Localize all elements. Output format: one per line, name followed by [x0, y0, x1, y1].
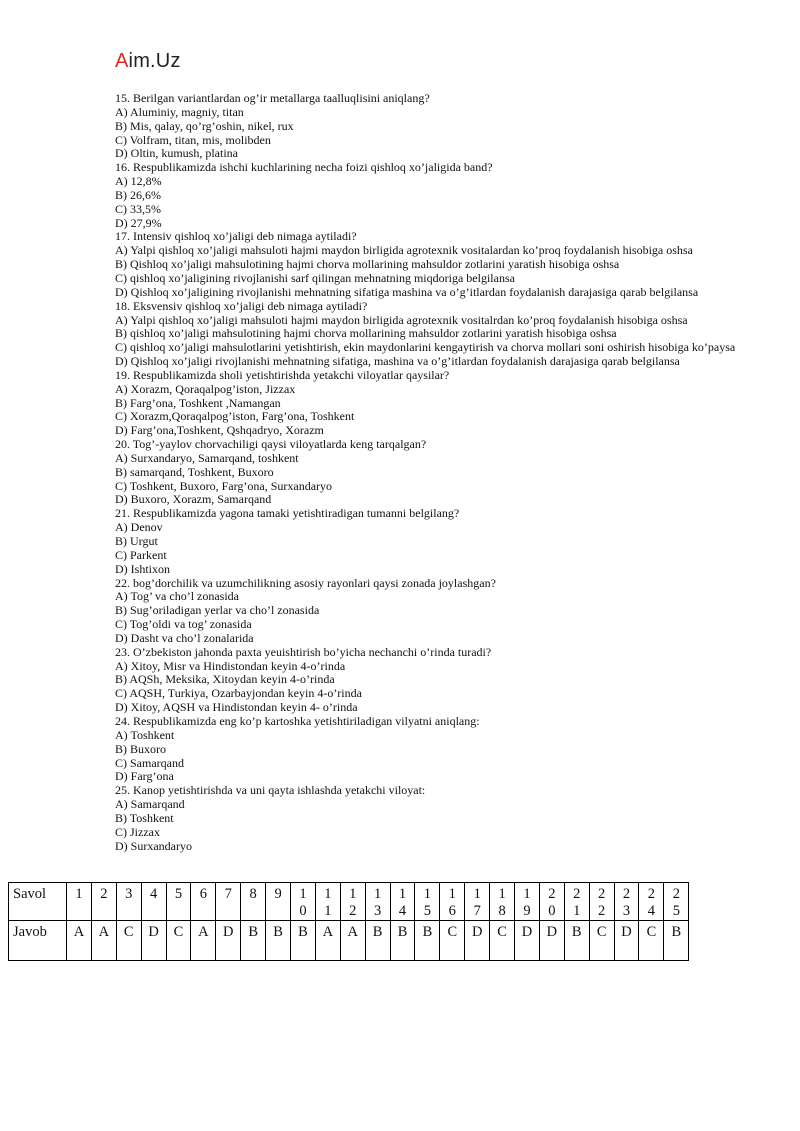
answer-option: B) 26,6%: [115, 187, 161, 202]
answer-option: C) Tog’oldi va tog’ zonasida: [115, 617, 252, 632]
answer-option: D) Xitoy, AQSH va Hindistondan keyin 4- o’rinda: [115, 700, 358, 715]
question-text: 18. Eksvensiv qishloq xo’jaligi deb nimaga aytiladi?: [115, 298, 368, 313]
answer-option: A) Denov: [115, 520, 163, 535]
row-label-javob: [9, 921, 67, 961]
answer-option: D) 27,9%: [115, 215, 162, 230]
answer-option: C) qishloq xo’jaligining rivojlanishi sarf qilingan mehnatning miqdoriga belgilansa: [115, 270, 515, 285]
answer-option: A) Surxandaryo, Samarqand, toshkent: [115, 450, 299, 465]
answer-option: D) Qishloq xo’jaligining rivojlanishi mehnatning sifatiga mashina va o’g’itlardan foydalanish darajasiga qarab belgilansa: [115, 284, 699, 299]
question-number-cell: 7: [216, 883, 241, 921]
answer-cell: A: [67, 921, 92, 961]
answer-option: A) Toshkent: [115, 727, 175, 742]
question-number-cell: 5: [166, 883, 191, 921]
answer-option: D) Dasht va cho’l zonalarida: [115, 630, 254, 645]
answer-option: A) Tog’ va cho’l zonasida: [115, 589, 240, 604]
question-number-cell: 4: [141, 883, 166, 921]
answer-cell: A: [340, 921, 365, 961]
question-number-cell: 1 2: [340, 883, 365, 921]
row-label-savol: Savol: [9, 883, 67, 921]
answer-cell: B: [564, 921, 589, 961]
answer-cell: B: [365, 921, 390, 961]
answer-option: A) Yalpi qishloq xo’jaligi mahsuloti hajmi maydon birligida agrotexnik vositalrdan ko’proq foydalanish hisobiga oshsa: [115, 312, 688, 327]
answer-option: C) Samarqand: [115, 755, 184, 770]
answer-cell: A: [91, 921, 116, 961]
answer-option: A) Yalpi qishloq xo’jaligi mahsuloti hajmi maydon birligida agrotexnik vositalardan ko’proq foydalanish hisobiga oshsa: [115, 243, 693, 258]
question-text: 16. Respublikamizda ishchi kuchlarining necha foizi qishloq xo’jaligida band?: [115, 160, 493, 175]
logo-text: im.Uz: [128, 50, 181, 72]
question-number-cell: 2 4: [639, 883, 664, 921]
answer-cell: D: [216, 921, 241, 961]
answer-cell: C: [490, 921, 515, 961]
question-list: [115, 92, 785, 853]
answer-option: B) Buxoro: [115, 741, 166, 756]
answer-option: B) Mis, qalay, qo’rg’oshin, nikel, rux: [115, 118, 294, 133]
answer-option: D) Surxandaryo: [115, 838, 192, 853]
answer-option: D) Buxoro, Xorazm, Samarqand: [115, 492, 272, 507]
question-number-cell: 1 9: [515, 883, 540, 921]
question-text: 21. Respublikamizda yagona tamaki yetishtiradigan tumanni belgilang?: [115, 506, 460, 521]
question-text: 15. Berilgan variantlardan og’ir metallarga taalluqlisini aniqlang?: [115, 91, 430, 105]
question-number-cell: 2: [91, 883, 116, 921]
logo-accent-letter: A: [115, 50, 129, 72]
answer-option: D) Ishtixon: [115, 561, 170, 576]
question-number-cell: 3: [116, 883, 141, 921]
question-number-cell: 9: [266, 883, 291, 921]
answer-cell: B: [241, 921, 266, 961]
answer-cell: C: [166, 921, 191, 961]
answer-option: B) Farg’ona, Toshkent ,Namangan: [115, 395, 281, 410]
answer-cell: B: [291, 921, 316, 961]
answer-cell: C: [440, 921, 465, 961]
answer-option: B) samarqand, Toshkent, Buxoro: [115, 464, 274, 479]
question-number-cell: 2 1: [564, 883, 589, 921]
answer-cell: C: [589, 921, 614, 961]
answer-option: B) Toshkent: [115, 810, 174, 825]
answer-option: D) Oltin, kumush, platina: [115, 146, 238, 161]
answer-cell: D: [614, 921, 639, 961]
question-text: 25. Kanop yetishtirishda va uni qayta ishlashda yetakchi viloyat:: [115, 783, 426, 798]
answer-option: D) Farg’ona: [115, 769, 174, 784]
answer-option: C) Xorazm,Qoraqalpog’iston, Farg’ona, Toshkent: [115, 409, 355, 424]
answer-cell: B: [266, 921, 291, 961]
question-text: 23. O’zbekiston jahonda paxta yeuishtirish bo’yicha nechanchi o’rinda turadi?: [115, 644, 492, 659]
javob-label-text: Javob: [13, 924, 47, 940]
answer-option: C) qishloq xo’jaligi mahsulotlarini yetishtirish, ekin maydonlarini kengaytirish va chorva mollari soni oshirish hisobiga ko’paysa: [115, 340, 736, 355]
answer-cell: C: [116, 921, 141, 961]
answer-option: A) Samarqand: [115, 797, 185, 812]
answer-option: C) Volfram, titan, mis, molibden: [115, 132, 271, 147]
question-number-cell: 6: [191, 883, 216, 921]
answer-option: B) qishloq xo’jaligi mahsulotining hajmi chorva mollarining mahsuldor zotlarini yaratish hisobiga oshsa: [115, 326, 617, 341]
answer-cell: B: [390, 921, 415, 961]
answer-cell: B: [664, 921, 689, 961]
answer-option: C) Parkent: [115, 547, 167, 562]
answer-option: C) Toshkent, Buxoro, Farg’ona, Surxandaryo: [115, 478, 333, 493]
answer-option: B) Qishloq xo’jaligi mahsulotining hajmi chorva mollarining mahsuldor zotlarini yaratish hisobiga oshsa: [115, 257, 620, 272]
answer-option: A) Xitoy, Misr va Hindistondan keyin 4-o’rinda: [115, 658, 346, 673]
answer-option: B) AQSh, Meksika, Xitoydan keyin 4-o’rinda: [115, 672, 335, 687]
answer-cell: D: [515, 921, 540, 961]
question-number-cell: 1 4: [390, 883, 415, 921]
answer-cell: A: [191, 921, 216, 961]
answer-cell: C: [639, 921, 664, 961]
question-number-cell: 1 0: [291, 883, 316, 921]
question-number-cell: 1 8: [490, 883, 515, 921]
answer-option: A) Xorazm, Qoraqalpog’iston, Jizzax: [115, 381, 296, 396]
question-number-cell: 1 6: [440, 883, 465, 921]
answer-option: A) Aluminiy, magniy, titan: [115, 104, 244, 119]
question-number-cell: 1 3: [365, 883, 390, 921]
question-number-cell: 1 7: [465, 883, 490, 921]
question-number-cell: 1 5: [415, 883, 440, 921]
question-number-cell: 8: [241, 883, 266, 921]
question-number-cell: 2 3: [614, 883, 639, 921]
answer-option: D) Farg’ona,Toshkent, Qshqadryo, Xorazm: [115, 423, 324, 438]
question-number-cell: 2 2: [589, 883, 614, 921]
answer-row: [9, 921, 689, 961]
answer-option: A) 12,8%: [115, 174, 162, 189]
answer-option: C) AQSH, Turkiya, Ozarbayjondan keyin 4-o’rinda: [115, 686, 362, 701]
answer-option: B) Sug’oriladigan yerlar va cho’l zonasida: [115, 603, 320, 618]
answer-cell: D: [465, 921, 490, 961]
answer-cell: D: [539, 921, 564, 961]
question-text: 24. Respublikamizda eng ko’p kartoshka yetishtiriladigan vilyatni aniqlang:: [115, 713, 480, 728]
answer-option: C) 33,5%: [115, 201, 161, 216]
answer-option: C) Jizzax: [115, 824, 160, 839]
answer-cell: B: [415, 921, 440, 961]
question-number-row: [9, 883, 689, 921]
answer-cell: D: [141, 921, 166, 961]
answer-option: D) Qishloq xo’jaligi rivojlanishi mehnatning sifatiga, mashina va o’g’itlardan foydalanish darajasiga qarab belgilansa: [115, 354, 680, 369]
question-number-cell: 2 5: [664, 883, 689, 921]
question-number-cell: 2 0: [539, 883, 564, 921]
question-number-cell: 1 1: [315, 883, 340, 921]
question-text: 22. bog’dorchilik va uzumchilikning asosiy rayonlari qaysi zonada joylashgan?: [115, 575, 496, 590]
answer-option: B) Urgut: [115, 534, 158, 548]
answer-key-table: [8, 882, 689, 961]
question-number-cell: 1: [67, 883, 92, 921]
question-text: 20. Tog’-yaylov chorvachiligi qaysi viloyatlarda keng tarqalgan?: [115, 437, 427, 452]
site-logo: [115, 50, 181, 73]
question-text: 17. Intensiv qishloq xo’jaligi deb nimaga aytiladi?: [115, 229, 357, 244]
question-text: 19. Respublikamizda sholi yetishtirishda yetakchi viloyatlar qaysilar?: [115, 367, 450, 382]
answer-cell: A: [315, 921, 340, 961]
